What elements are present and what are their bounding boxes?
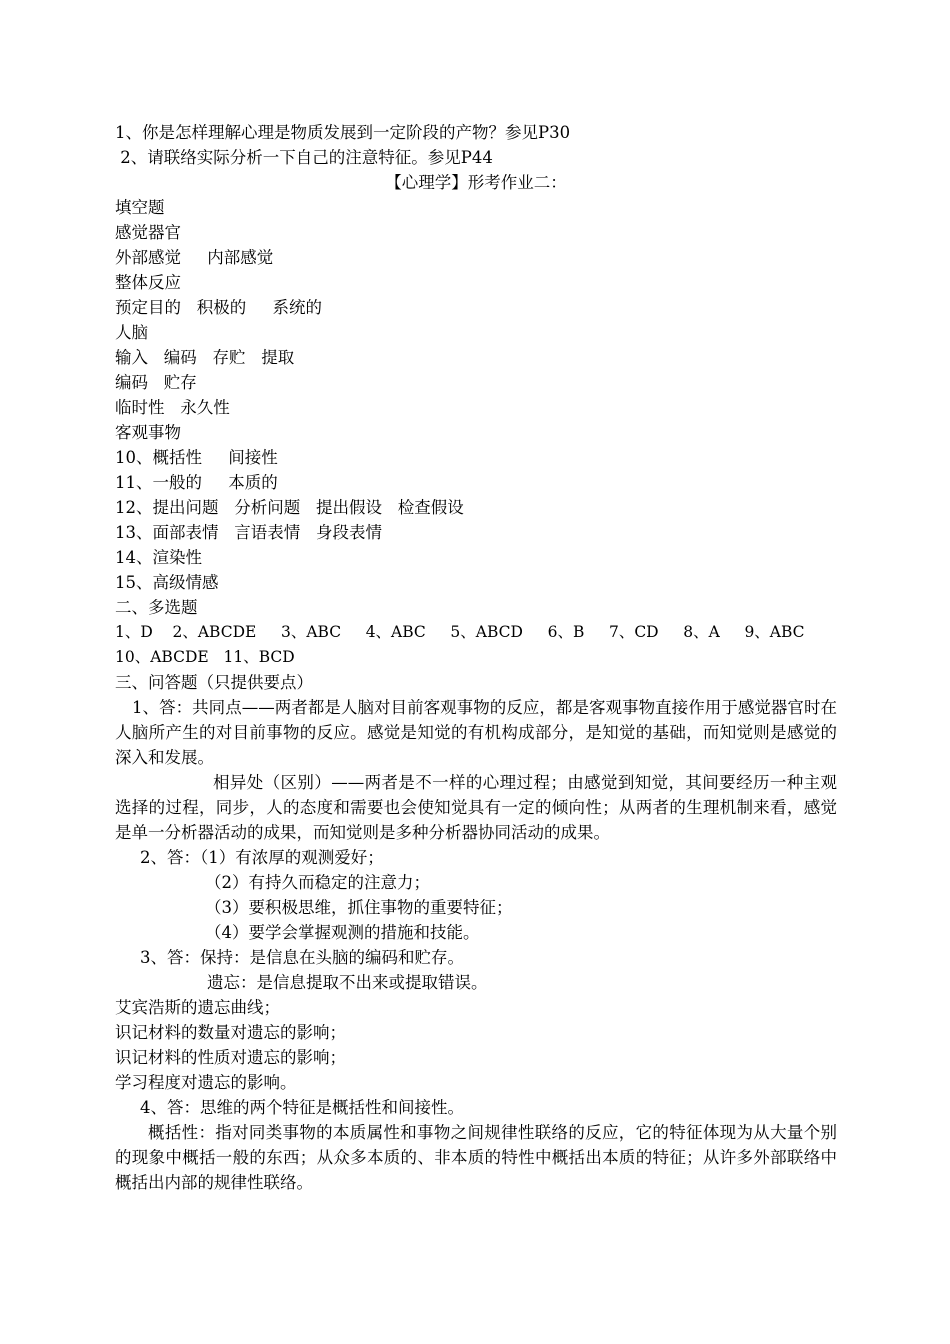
question-1: 1、你是怎样理解心理是物质发展到一定阶段的产物？参见P30 bbox=[115, 123, 571, 142]
answer-1-paragraph-2: 相异处（区别）——两者是不一样的心理过程；由感觉到知觉，其间要经历一种主观选择的过程，同步，人的态度和需要也会使知觉具有一定的倾向性；从两者的生理机制来看，感觉是单一分析器活动的成果，而知觉则是多种分析器协同活动的成果。 bbox=[115, 773, 837, 842]
qa-heading: 三、问答题（只提供要点） bbox=[115, 673, 313, 692]
answer-3-line-6: 学习程度对遗忘的影响。 bbox=[115, 1073, 297, 1092]
answer-3-line-2: 遗忘：是信息提取不出来或提取错误。 bbox=[207, 973, 488, 992]
fill-item: 14、渲染性 bbox=[115, 548, 202, 567]
fill-item: 客观事物 bbox=[115, 423, 181, 442]
answer-4-line-1: 4、答：思维的两个特征是概括性和间接性。 bbox=[140, 1098, 464, 1117]
fill-blank-heading: 填空题 bbox=[115, 198, 165, 217]
fill-item: 10、概括性 间接性 bbox=[115, 448, 278, 467]
fill-item: 11、一般的 本质的 bbox=[115, 473, 278, 492]
fill-item: 人脑 bbox=[115, 323, 148, 342]
answer-3-line-1: 3、答：保持：是信息在头脑的编码和贮存。 bbox=[140, 948, 464, 967]
fill-item: 编码 贮存 bbox=[115, 373, 197, 392]
multi-choice-answers-1: 1、D 2、ABCDE 3、ABC 4、ABC 5、ABCD 6、B 7、CD 8、A 9、ABC bbox=[115, 623, 805, 641]
answer-2-line-2: （2）有持久而稳定的注意力； bbox=[205, 873, 430, 892]
answer-4-paragraph-2: 概括性：指对同类事物的本质属性和事物之间规律性联络的反应，它的特征体现为从大量个别的现象中概括一般的东西；从众多本质的、非本质的特性中概括出本质的特征；从许多外部联络中概括出内部的规律性联络。 bbox=[115, 1123, 837, 1192]
answer-2-line-1: 2、答：（1）有浓厚的观测爱好； bbox=[140, 848, 384, 867]
document-page bbox=[115, 120, 837, 1195]
answer-3-line-5: 识记材料的性质对遗忘的影响； bbox=[115, 1048, 346, 1067]
answer-2-line-4: （4）要学会掌握观测的措施和技能。 bbox=[205, 923, 480, 942]
fill-item: 13、面部表情 言语表情 身段表情 bbox=[115, 523, 382, 542]
multi-choice-answers-2: 10、ABCDE 11、BCD bbox=[115, 648, 295, 666]
fill-item: 15、高级情感 bbox=[115, 573, 219, 592]
question-2: 2、请联络实际分析一下自己的注意特征。参见P44 bbox=[115, 148, 493, 167]
page-title: 【心理学】形考作业二： bbox=[385, 173, 567, 192]
fill-item: 外部感觉 内部感觉 bbox=[115, 248, 274, 267]
answer-3-line-4: 识记材料的数量对遗忘的影响； bbox=[115, 1023, 346, 1042]
answer-2-line-3: （3）要积极思维，抓住事物的重要特征； bbox=[205, 898, 513, 917]
fill-item: 预定目的 积极的 系统的 bbox=[115, 298, 322, 317]
multi-choice-heading: 二、多选题 bbox=[115, 598, 198, 617]
fill-item: 12、提出问题 分析问题 提出假设 检查假设 bbox=[115, 498, 464, 517]
fill-item: 输入 编码 存贮 提取 bbox=[115, 348, 295, 367]
fill-item: 感觉器官 bbox=[115, 223, 181, 242]
fill-item: 临时性 永久性 bbox=[115, 398, 230, 417]
answer-1-paragraph-1: 1、答：共同点——两者都是人脑对目前客观事物的反应，都是客观事物直接作用于感觉器官时在人脑所产生的对目前事物的反应。感觉是知觉的有机构成部分，是知觉的基础，而知觉则是感觉的深入和发展。 bbox=[115, 698, 837, 767]
answer-3-line-3: 艾宾浩斯的遗忘曲线； bbox=[115, 998, 280, 1017]
fill-item: 整体反应 bbox=[115, 273, 181, 292]
